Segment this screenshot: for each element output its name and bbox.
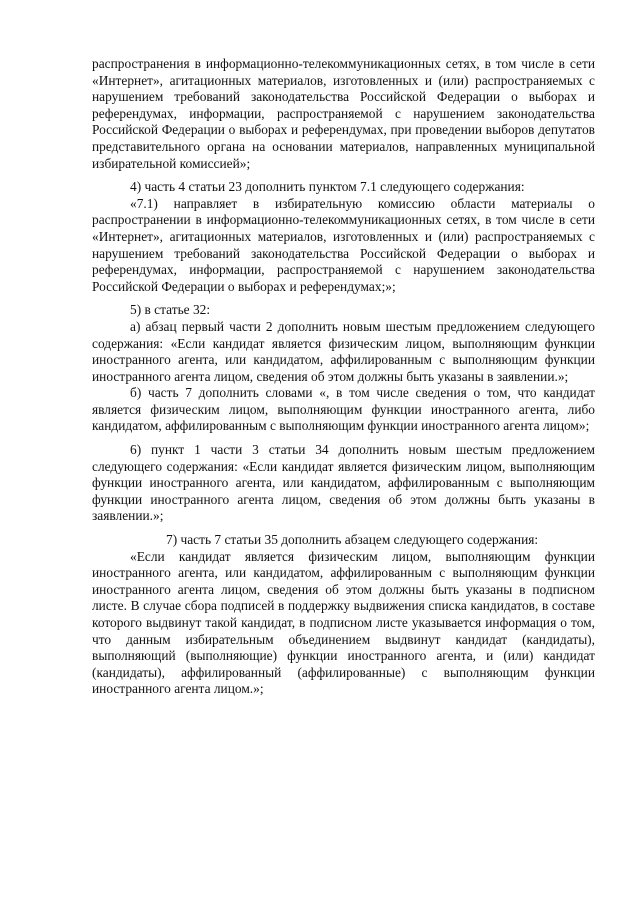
- document-page: [92, 56, 595, 698]
- paragraph-item-5: 5) в статье 32:: [130, 302, 211, 318]
- paragraph-continuation: распространения в информационно-телекоммуникационных сетях, в том числе в сети «Интернет», агитационных материалов, изготовленных и (или) распространяемых с нарушением требований законодательства Российской Федерации о выборах и референдумах, информации, распространяемой с нарушением законодательства Российской Федерации о выборах и референдумах, при проведении выборов депутатов представительного органа на основании материалов, направленных муниципальной избирательной комиссией»;: [92, 56, 595, 171]
- paragraph-item-4: 4) часть 4 статьи 23 дополнить пунктом 7.1 следующего содержания:: [130, 179, 525, 195]
- paragraph-item-6: 6) пункт 1 части 3 статьи 34 дополнить новым шестым предложением следующего содержания: «Если кандидат является физическим лицом, выполняющим функции иностранного агента, или кандидатом, аффилированным с выполняющим функции иностранного агента лицом, сведения об этом должны быть указаны в заявлении.»;: [92, 442, 595, 524]
- paragraph-item-7: 7) часть 7 статьи 35 дополнить абзацем следующего содержания:: [166, 532, 539, 548]
- paragraph-item-4-quote: «7.1) направляет в избирательную комиссию области материалы о распространении в информационно-телекоммуникационных сетях, в том числе в сети «Интернет», агитационных материалов, изготовленных и (или) распространяемых с нарушением требований законодательства Российской Федерации о выборах и референдумах, информации, распространяемой с нарушением законодательства Российской Федерации о выборах и референдумах;»;: [92, 195, 595, 294]
- paragraph-item-5a: а) абзац первый части 2 дополнить новым шестым предложением следующего содержания: «Если кандидат является физическим лицом, выполняющим функции иностранного агента, или кандидатом, аффилированным с выполняющим функции иностранного агента лицом, сведения об этом должны быть указаны в заявлении.»;: [92, 318, 595, 384]
- paragraph-item-7-quote: «Если кандидат является физическим лицом, выполняющим функции иностранного агента, или кандидатом, аффилированным с выполняющим функции иностранного агента лицом, сведения об этом должны быть указаны в подписном листе. В случае сбора подписей в поддержку выдвижения списка кандидатов, в составе которого выдвинут такой кандидат, в подписном листе указывается информация о том, что данным избирательным объединением выдвинут кандидат (кандидаты), выполняющий (выполняющие) функции иностранного агента, и (или) кандидат (кандидаты), аффилированный (аффилированные) с выполняющим функции иностранного агента лицом.»;: [92, 548, 595, 697]
- paragraph-item-5b: б) часть 7 дополнить словами «, в том числе сведения о том, что кандидат является физическим лицом, выполняющим функции иностранного агента, либо кандидатом, аффилированным с выполняющим функции иностранного агента лицом»;: [92, 385, 595, 434]
